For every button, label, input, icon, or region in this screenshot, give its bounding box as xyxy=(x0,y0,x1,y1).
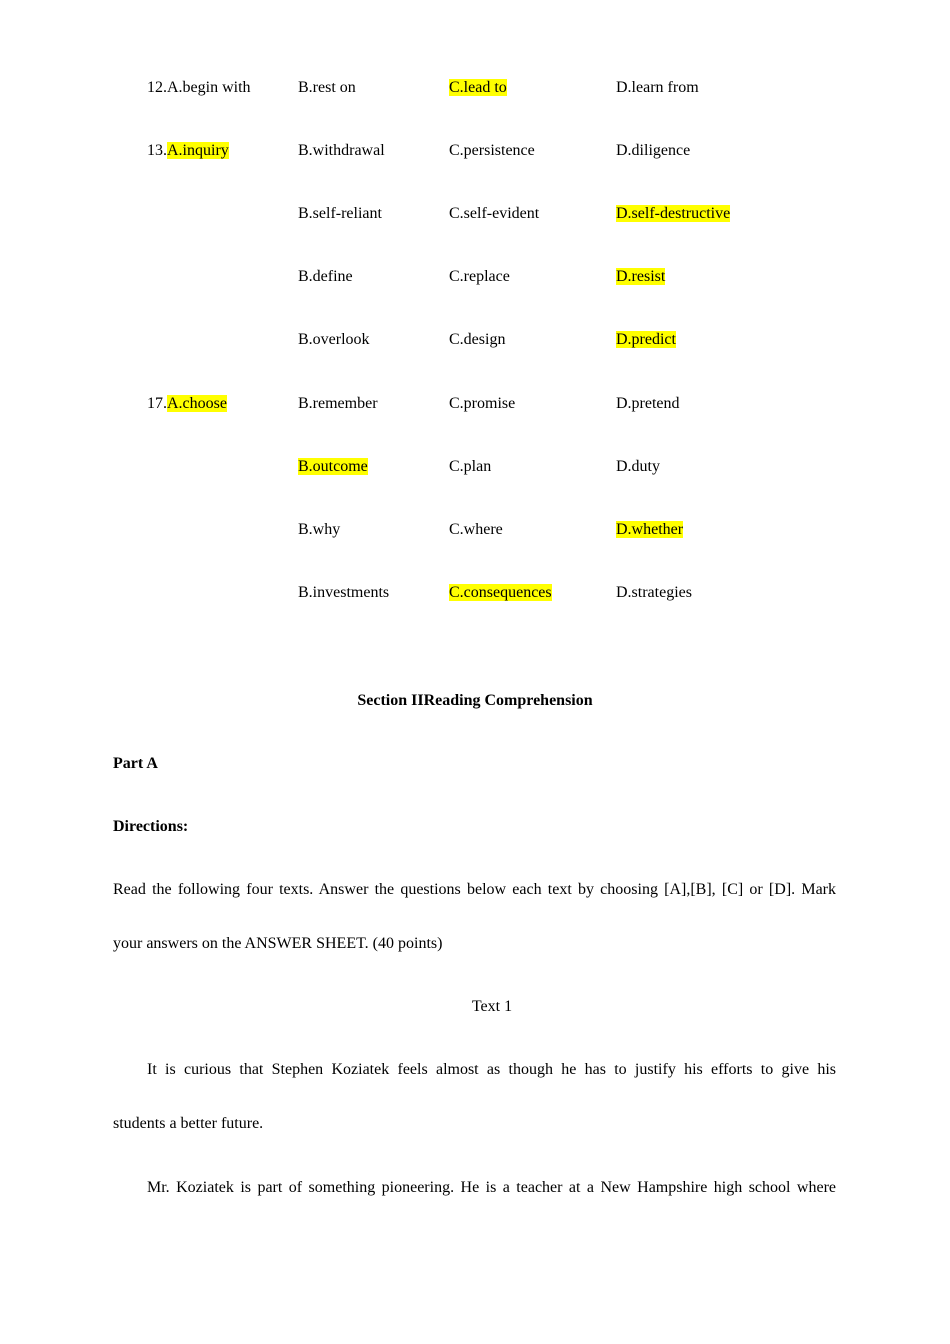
option-b: B.remember xyxy=(298,395,378,412)
option-row xyxy=(0,265,950,289)
option-c-cell xyxy=(449,139,535,163)
option-row xyxy=(0,518,950,542)
option-d-cell xyxy=(616,202,730,226)
option-c: C.where xyxy=(449,521,503,538)
option-d: D.diligence xyxy=(616,142,691,159)
option-d: D.strategies xyxy=(616,584,692,601)
option-c-cell xyxy=(449,202,539,226)
option-b-cell xyxy=(298,76,356,100)
option-d-cell xyxy=(616,76,699,100)
option-c-cell xyxy=(449,328,505,352)
option-c: C.plan xyxy=(449,458,492,475)
option-row xyxy=(0,581,950,605)
option-b-cell xyxy=(298,455,368,479)
directions-label: Directions: xyxy=(113,818,189,835)
option-d: D.duty xyxy=(616,458,660,475)
option-b-cell xyxy=(298,202,382,226)
option-c: C.promise xyxy=(449,395,516,412)
paragraph-1-line-1: It is curious that Stephen Koziatek feels almost as though he has to justify his efforts to give his xyxy=(147,1061,836,1078)
option-c-cell xyxy=(449,455,491,479)
question-number: 17. xyxy=(147,395,167,412)
option-a: A.choose xyxy=(167,395,227,412)
option-d: D.predict xyxy=(616,331,676,348)
option-a: A.inquiry xyxy=(167,142,229,159)
option-b-cell xyxy=(298,518,340,542)
option-b-cell xyxy=(298,392,378,416)
part-label: Part A xyxy=(113,755,158,772)
option-d-cell xyxy=(616,265,665,289)
option-c-cell xyxy=(449,76,507,100)
option-b: B.outcome xyxy=(298,458,368,475)
option-d: D.self-destructive xyxy=(616,205,731,222)
option-row xyxy=(0,455,950,479)
option-d: D.learn from xyxy=(616,79,699,96)
option-b: B.rest on xyxy=(298,79,356,96)
option-c-cell xyxy=(449,581,552,605)
option-c: C.replace xyxy=(449,268,510,285)
option-d-cell xyxy=(616,581,692,605)
option-b-cell xyxy=(298,328,370,352)
paragraph-2-line-1: Mr. Koziatek is part of something pioneering. He is a teacher at a New Hampshire high school where xyxy=(147,1179,836,1196)
option-b: B.why xyxy=(298,521,341,538)
option-a-cell xyxy=(147,139,229,163)
option-c: C.persistence xyxy=(449,142,535,159)
option-b: B.define xyxy=(298,268,353,285)
text-title: Text 1 xyxy=(471,998,513,1015)
option-row xyxy=(0,202,950,226)
option-d-cell xyxy=(616,392,680,416)
question-number: 12. xyxy=(147,79,167,96)
option-c-cell xyxy=(449,518,503,542)
option-b: B.self-reliant xyxy=(298,205,382,222)
option-d-cell xyxy=(616,139,690,163)
option-b-cell xyxy=(298,265,353,289)
option-row xyxy=(0,139,950,163)
option-c: C.consequences xyxy=(449,584,552,601)
option-a-cell xyxy=(147,392,227,416)
directions-line-2: your answers on the ANSWER SHEET. (40 points) xyxy=(113,935,443,952)
option-d-cell xyxy=(616,455,660,479)
option-a-cell xyxy=(147,76,251,100)
option-b: B.overlook xyxy=(298,331,370,348)
paragraph-1-line-2: students a better future. xyxy=(113,1115,264,1132)
option-a: A.begin with xyxy=(167,79,251,96)
option-c-cell xyxy=(449,392,515,416)
option-b-cell xyxy=(298,581,389,605)
option-row xyxy=(0,328,950,352)
option-b-cell xyxy=(298,139,385,163)
option-d: D.whether xyxy=(616,521,684,538)
option-c: C.lead to xyxy=(449,79,507,96)
option-d: D.resist xyxy=(616,268,666,285)
section-title: Section IIReading Comprehension xyxy=(357,692,593,709)
option-c-cell xyxy=(449,265,510,289)
option-d-cell xyxy=(616,328,676,352)
option-b: B.investments xyxy=(298,584,390,601)
option-d-cell xyxy=(616,518,683,542)
option-row xyxy=(0,76,950,100)
option-b: B.withdrawal xyxy=(298,142,385,159)
option-c: C.design xyxy=(449,331,506,348)
question-number: 13. xyxy=(147,142,167,159)
option-c: C.self-evident xyxy=(449,205,540,222)
option-d: D.pretend xyxy=(616,395,680,412)
directions-line-1: Read the following four texts. Answer the questions below each text by choosing [A],[B], [C] or [D]. Mark xyxy=(113,881,836,898)
option-row xyxy=(0,392,950,416)
